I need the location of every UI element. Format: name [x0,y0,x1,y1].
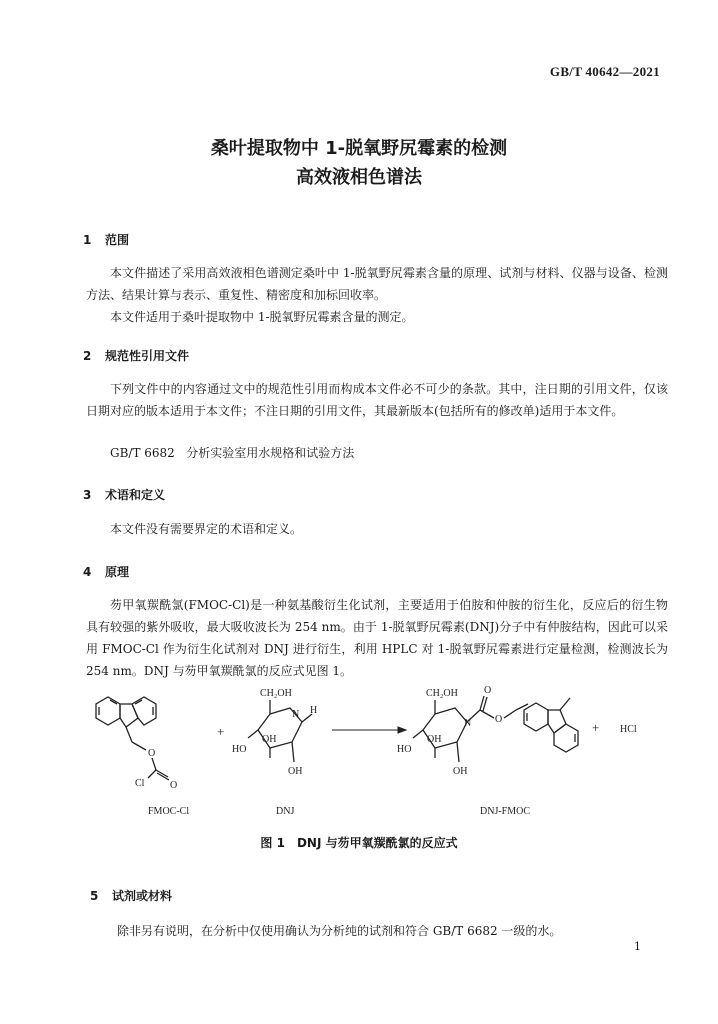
atom-ho: HO [397,744,412,755]
normative-reference [110,444,354,461]
figure-caption-text: DNJ 与芴甲氧羰酰氯的反应式 [296,836,458,850]
reaction-arrow [332,727,406,733]
document-title-line1: 桑叶提取物中 1-脱氧野尻霉素的检测 [210,138,508,159]
atom-ho: HO [232,744,247,755]
dnj-fmoc-structure [413,696,578,762]
page-number: 1 [634,940,641,953]
atom-o: O [495,714,503,725]
section-number: 5 [90,889,99,903]
section-4-heading [83,563,129,580]
atom-n: N [464,718,472,729]
document-title-line2: 高效液相色谱法 [296,167,422,188]
paragraph: 除非另有说明，在分析中仅使用确认为分析纯的试剂和符合 GB/T 6682 一级的水。 [117,924,562,938]
section-5-body [93,920,653,942]
section-number: 2 [83,349,92,363]
reference-name: 分析实验室用水规格和试验方法 [186,446,355,460]
section-1-body [86,262,668,328]
paragraph: 本文件适用于桑叶提取物中 1-脱氧野尻霉素含量的测定。 [110,310,414,324]
paragraph: 本文件描述了采用高效液相色谱测定桑叶中 1-脱氧野尻霉素含量的原理、试剂与材料、仪器与设备、检测方法、结果计算与表示、重复性、精密度和加标回收率。 [86,266,668,302]
section-title: 规范性引用文件 [105,349,190,363]
atom-hcl: HCl [620,724,637,735]
label-dnj-fmoc: DNJ-FMOC [480,806,531,817]
section-1-heading [83,231,129,248]
atom-o: O [148,748,156,759]
label-fmoc-cl: FMOC-Cl [148,806,190,817]
standard-code: GB/T 40642—2021 [549,64,660,79]
atom-oh: OH [453,766,468,777]
atom-oh: OH [262,734,277,745]
atom-oh: OH [288,766,303,777]
atom-cl: Cl [135,778,145,789]
section-number: 3 [83,488,92,502]
section-4-body [86,594,668,682]
plus-sign: + [217,724,225,739]
plus-sign: + [592,720,600,735]
atom-ch2oh: CH₂OH [260,688,292,699]
section-title: 术语和定义 [105,488,166,502]
figure-number: 图 1 [260,836,285,850]
label-dnj: DNJ [276,806,295,817]
paragraph: 下列文件中的内容通过文中的规范性引用而构成本文件必不可少的条款。其中，注日期的引用文件，仅该日期对应的版本适用于本文件；不注日期的引用文件，其最新版本(包括所有的修改单)适用于本文件。 [86,382,668,418]
section-2-heading [83,347,189,364]
section-number: 4 [83,565,92,579]
section-title: 试剂或材料 [112,889,173,903]
reaction-scheme-figure [80,680,660,825]
fmoc-cl-structure [96,697,169,780]
section-title: 范围 [105,233,130,247]
paragraph: 本文件没有需要界定的术语和定义。 [110,522,303,536]
section-number: 1 [83,233,92,247]
reference-code: GB/T 6682 [110,446,175,460]
atom-oh: OH [427,734,442,745]
dnj-structure [248,700,312,762]
atom-ch2oh: CH₂OH [426,688,458,699]
atom-o: O [484,685,492,696]
section-3-body [86,518,668,540]
section-5-heading [90,887,172,904]
figure-caption [0,834,718,851]
atom-o: O [170,780,178,791]
atom-h: H [310,705,318,716]
section-2-body [86,378,668,422]
section-3-heading [83,486,165,503]
atom-n: N [292,709,300,720]
section-title: 原理 [105,565,130,579]
paragraph: 芴甲氧羰酰氯(FMOC-Cl)是一种氨基酸衍生化试剂，主要适用于伯胺和仲胺的衍生化，反应后的衍生物具有较强的紫外吸收，最大吸收波长为 254 nm。由于 1-脱氧野尻霉素(DNJ)分子中有仲胺结构，因此可以采用 FMOC-Cl 作为衍生化试剂对 DNJ 进行衍生，利用 HPLC 对 1-脱氧野尻霉素进行定量检测，检测波长为 254 nm。DNJ 与芴甲氧羰酰氯的反应式见图 1。 [86,598,668,678]
